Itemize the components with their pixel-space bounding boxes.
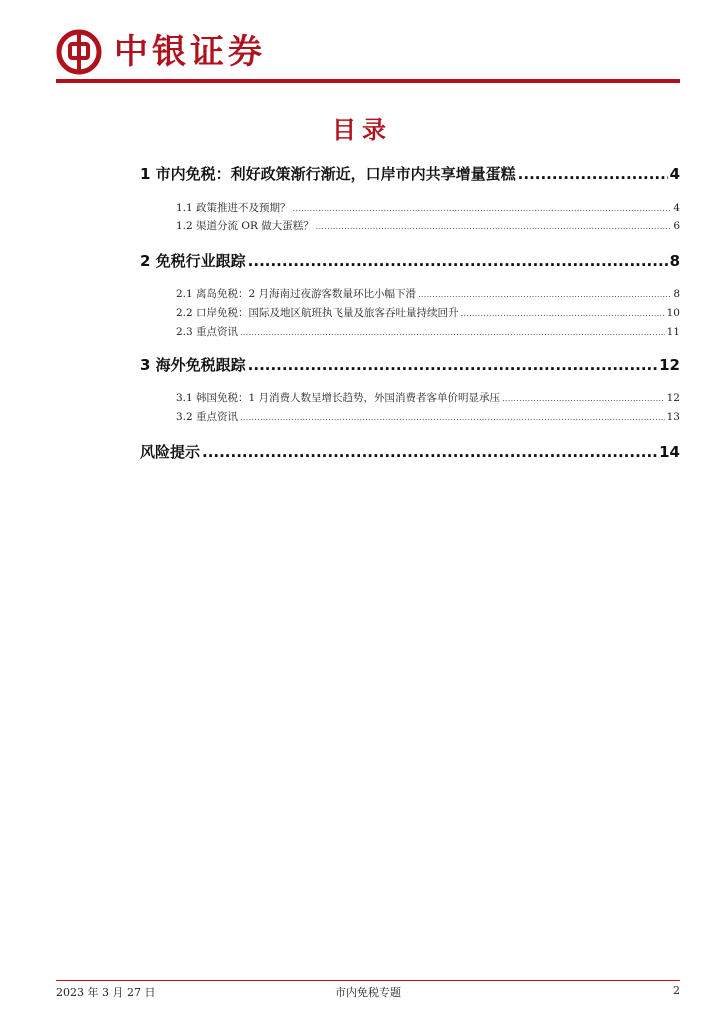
toc-leader [461,309,665,318]
toc-entry-text: 2.1 离岛免税：2 月海南过夜游客数量环比小幅下滑 [176,288,417,300]
toc-entry-page: 8 [673,288,680,300]
toc-entry-page: 4 [673,202,680,214]
toc-entry-text: 2 免税行业跟踪 [140,252,246,270]
toc-entry-2-1[interactable] [176,286,680,301]
toc-entry-page: 14 [659,443,680,461]
footer-title: 市内免税专题 [335,986,401,999]
toc-leader [502,394,665,403]
header-rule [56,79,680,83]
toc-leader [418,290,671,299]
footer-rule [56,980,680,981]
toc-entry-2-3[interactable] [176,324,680,339]
toc-entry-page: 12 [659,356,680,374]
toc-leader [240,413,665,422]
toc-leader [202,443,657,461]
toc-entry-1-1[interactable] [176,200,680,215]
bank-of-china-logo-icon [56,29,102,75]
toc-leader [240,328,665,337]
toc-entry-text: 3 海外免税跟踪 [140,356,246,374]
toc-leader [316,222,672,231]
toc-entry-3[interactable] [140,354,680,375]
toc-entry-3-1[interactable] [176,390,680,405]
brand-name: 中银证券 [114,32,266,72]
toc-entry-text: 1.1 政策推进不及预期？ [176,202,291,214]
toc-leader [248,252,668,270]
toc-entry-text: 1.2 渠道分流 OR 做大蛋糕？ [176,220,314,232]
toc-entry-page: 6 [673,220,680,232]
toc-leader [248,356,657,374]
toc-entry-page: 4 [669,165,680,183]
toc-entry-2[interactable] [140,250,680,271]
toc-entry-1-2[interactable] [176,218,680,233]
toc-entry-page: 11 [666,326,680,338]
toc-entry-2-2[interactable] [176,305,680,320]
footer-date: 2023 年 3 月 27 日 [56,986,156,999]
toc-entry-3-2[interactable] [176,409,680,424]
header [56,28,266,76]
toc-entry-text: 2.2 口岸免税：国际及地区航班执飞量及旅客吞吐量持续回升 [176,307,459,319]
toc-entry-text: 2.3 重点资讯 [176,326,239,338]
toc-entry-page: 10 [666,307,680,319]
toc-entry-page: 13 [666,411,680,423]
footer-page-number: 2 [673,984,680,997]
toc-title: 目录 [332,116,392,144]
toc-entry-text: 3.2 重点资讯 [176,411,239,423]
toc-entry-page: 12 [666,392,680,404]
toc-entry-text: 1 市内免税：利好政策渐行渐近，口岸市内共享增量蛋糕 [140,165,516,183]
toc-entry-risk[interactable] [140,441,680,462]
toc-entry-text: 3.1 韩国免税：1 月消费人数呈增长趋势，外国消费者客单价明显承压 [176,392,501,404]
toc-entry-text: 风险提示 [140,443,201,461]
toc-leader [518,165,668,183]
toc-entry-1[interactable] [140,163,680,184]
toc-entry-page: 8 [669,252,680,270]
toc-leader [293,204,672,213]
